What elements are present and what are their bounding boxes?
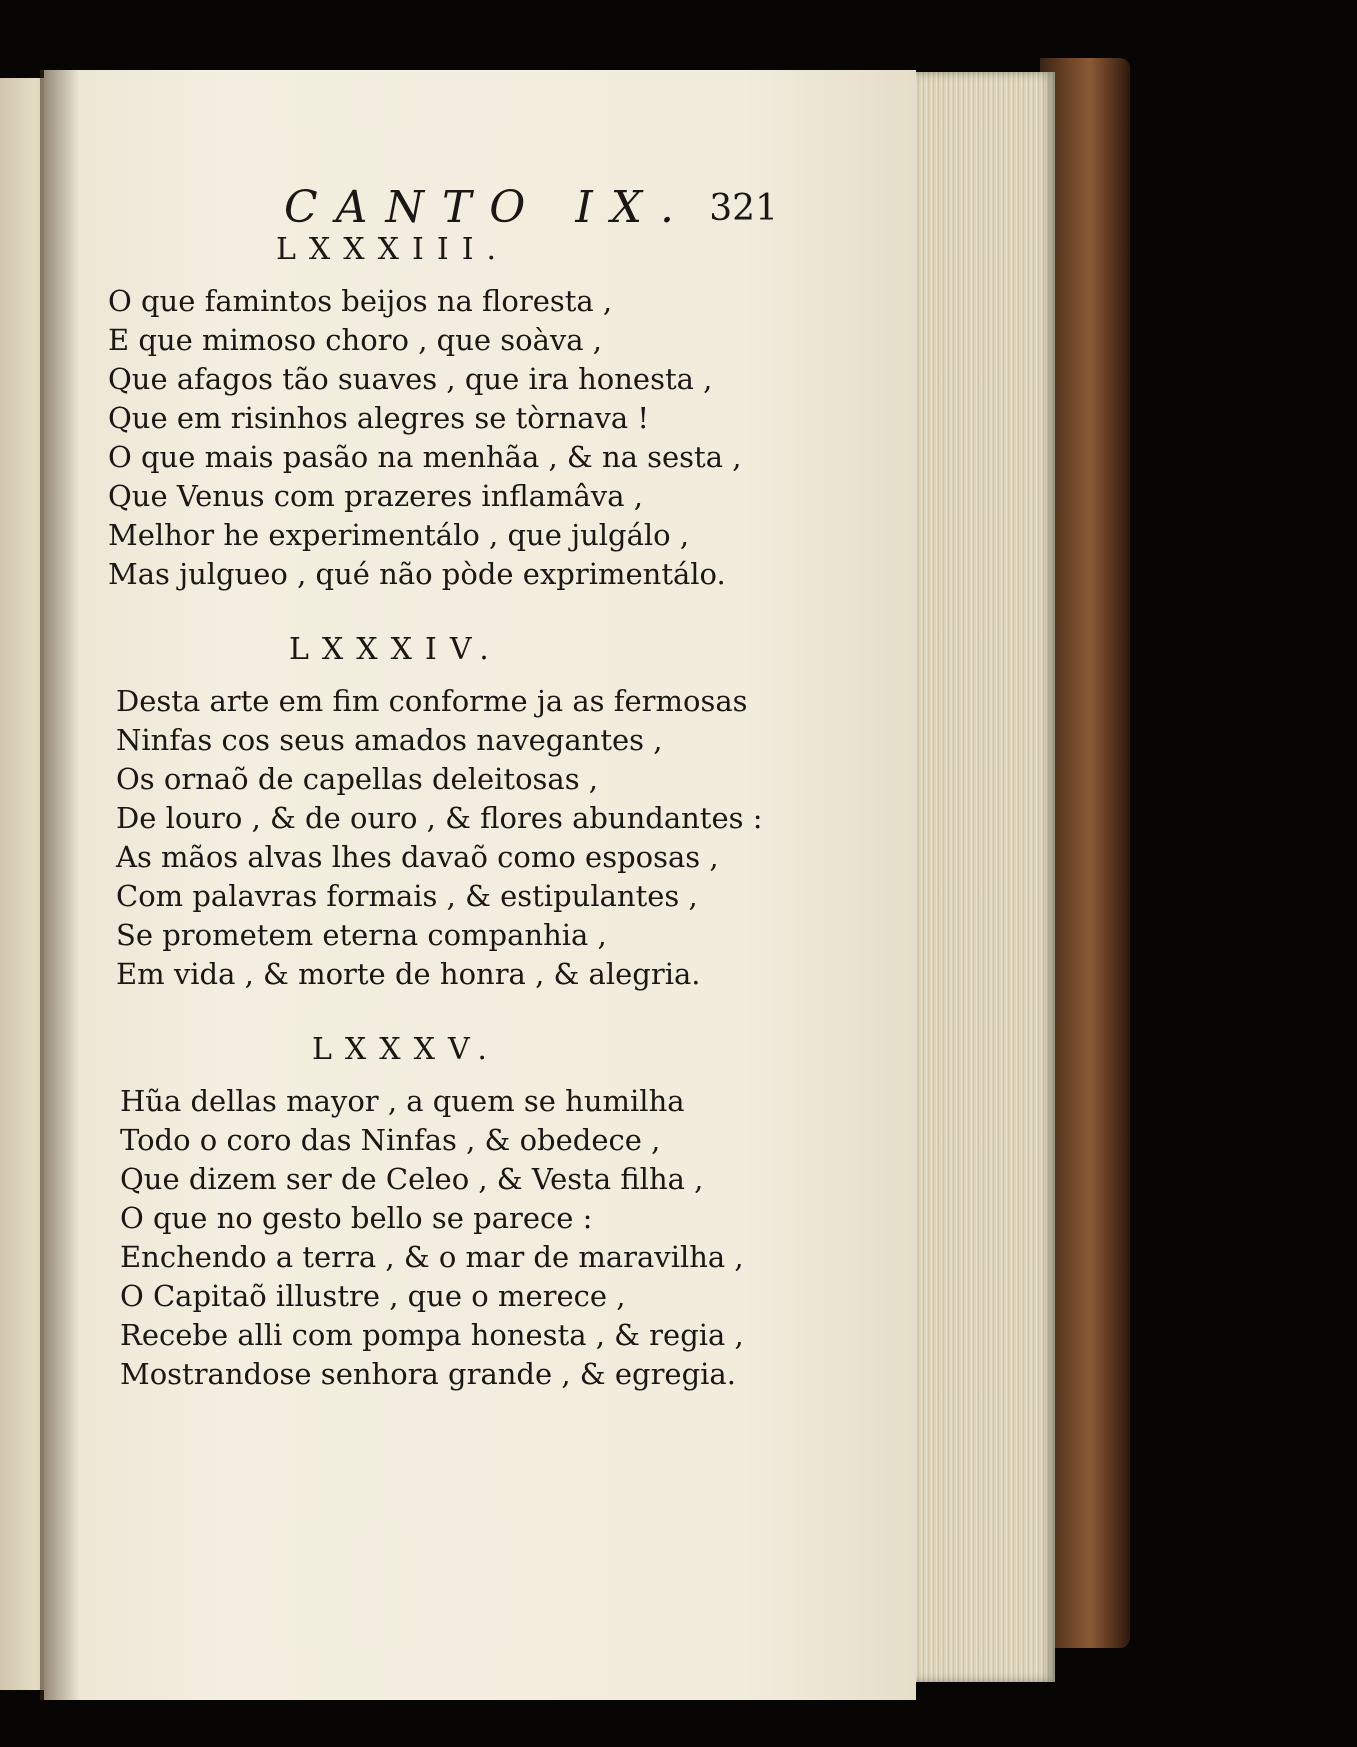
verse-line: Se prometem eterna companhia , bbox=[116, 918, 607, 952]
verse-line: Com palavras formais , & estipulantes , bbox=[116, 879, 698, 913]
verse-line: Mas julgueo , qué não pòde exprimentálo. bbox=[108, 557, 726, 591]
verse-line: De louro , & de ouro , & flores abundantes : bbox=[116, 801, 763, 835]
stanza-lxxxv bbox=[120, 1082, 760, 1394]
verse-line: Que dizem ser de Celeo , & Vesta filha , bbox=[120, 1162, 704, 1196]
verse-line: O que famintos beijos na floresta , bbox=[108, 284, 613, 318]
verse-line: As mãos alvas lhes davaõ como esposas , bbox=[116, 840, 719, 874]
verse-line: Ninfas cos seus amados navegantes , bbox=[116, 723, 663, 757]
verse-line: Que em risinhos alegres se tòrnava ! bbox=[108, 401, 650, 435]
right-page bbox=[44, 70, 916, 1700]
verse-line: Os ornaõ de capellas deleitosas , bbox=[116, 762, 599, 796]
verse-line: E que mimoso choro , que soàva , bbox=[108, 323, 603, 357]
gutter-shadow bbox=[40, 70, 80, 1700]
verse-line: Desta arte em fim conforme ja as fermosas bbox=[116, 684, 748, 718]
verse-line: Que afagos tão suaves , que ira honesta , bbox=[108, 362, 713, 396]
stanza-number: LXXXV. bbox=[312, 1032, 500, 1067]
verse-line: Que Venus com prazeres inflamâva , bbox=[108, 479, 643, 513]
stanza-lxxxiii bbox=[108, 282, 748, 594]
verse-line: Em vida , & morte de honra , & alegria. bbox=[116, 957, 701, 991]
verse-line: Recebe alli com pompa honesta , & regia , bbox=[120, 1318, 744, 1352]
running-title: CANTO IX. bbox=[284, 182, 693, 233]
stanza-number: LXXXIV. bbox=[289, 632, 502, 667]
verse-line: Todo o coro das Ninfas , & obedece , bbox=[120, 1123, 661, 1157]
verse-line: Melhor he experimentálo , que julgálo , bbox=[108, 518, 690, 552]
verse-line: Hũa dellas mayor , a quem se humilha bbox=[120, 1084, 685, 1118]
page-number: 321 bbox=[709, 188, 778, 229]
verse-line: O que mais pasão na menhãa , & na sesta , bbox=[108, 440, 742, 474]
verse-line: O que no gesto bello se parece : bbox=[120, 1201, 593, 1235]
verse-line: Enchendo a terra , & o mar de maravilha , bbox=[120, 1240, 744, 1274]
stanza-number: LXXXIII. bbox=[276, 232, 510, 267]
verse-line: O Capitaõ illustre , que o merece , bbox=[120, 1279, 626, 1313]
page-edges bbox=[915, 72, 1055, 1682]
verse-line: Mostrandose senhora grande , & egregia. bbox=[120, 1357, 736, 1391]
stanza-lxxxiv bbox=[116, 682, 763, 994]
